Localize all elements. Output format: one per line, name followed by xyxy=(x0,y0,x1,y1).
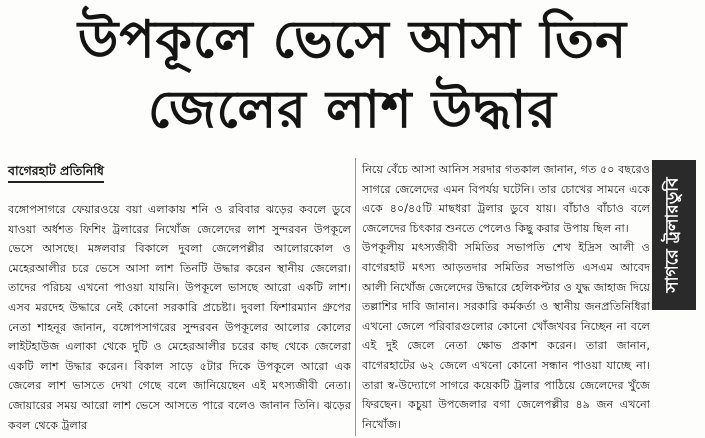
right-column-paragraph-2: উপকূলীয় মৎস্যজীবী সমিতির সভাপতি শেখ ইদ্রিস আলী ও বাগেরহাট মৎস্য আড়তদার সমিতির সভাপতি এসএম আবেদ আলী নিখোঁজ জেলেদের উদ্ধারে হেলিকপ্টার ও যুদ্ধ জাহাজ দিয়ে তল্লাশির দাবি জানান। সরকারি কর্মকর্তা ও স্থানীয় জনপ্রতিনিধিরা এখনো জেলে পরিবারগুলোর কোনো খোঁজখবর নিচ্ছেন না বলে এই দুই জেলে নেতা ক্ষোভ প্রকাশ করেন। তারা জানান, বাগেরহাটের ৬২ জেলে এখনো কোনো সন্ধান পাওয়া যাচ্ছে না। তারা স্ব-উদ্যোগে সাগরে কয়েকটি ট্রলার পাঠিয়ে জেলেদের খুঁজে ফিরছেন। কচুয়া উপজেলার বগা জেলেপল্লীর ৪৯ জন এখনো নিখোঁজ। xyxy=(362,241,650,431)
article-left-column xyxy=(8,200,351,436)
article-right-column xyxy=(362,160,650,436)
headline-line-2: জেলের লাশ উদ্ধার xyxy=(148,80,557,140)
side-tag-text: সাগরে ট্রলারডুবি xyxy=(663,177,684,293)
right-column-paragraph-1: নিয়ে বেঁচে আসা আনিস সরদার গতকাল জানান, গত ৫০ বছরেও সাগরে জেলেদের এমন বিপর্যয় ঘটেনি। তার চোখের সামনে একে একে ৪০/৪৫টি মাছধরা ট্রলার ডুবে যায়। বাঁচাও বাঁচাও বলে জেলেদের চিৎকার শুনতে পেলেও কিছু করার উপায় ছিল না। xyxy=(362,163,650,235)
headline-line-1: উপকূলে ভেসে আসা তিন xyxy=(77,10,628,70)
byline: বাগেরহাট প্রতিনিধি xyxy=(8,162,104,183)
side-tag-label xyxy=(652,160,696,310)
column-divider xyxy=(355,158,356,436)
left-column-text: বঙ্গোপসাগরে ফেয়ারওয়ে বয়া এলাকায় শনি ও রবিবার ঝড়ের কবলে ডুবে যাওয়া অর্ধশত ফিশিং ট্রলারের নিখোঁজ জেলেদের লাশ সুন্দরবন উপকূলে ভেসে আসছে। মঙ্গলবার বিকালে দুবলা জেলেপল্লীর আলোরকোল ও মেহেরআলীর চরে ভেসে আসা লাশ তিনটি উদ্ধার করেন স্থানীয় জেলেরা। তাদের পরিচয় এখনো পাওয়া যায়নি। উপকূলে ভাসছে আরো একটি লাশ। এসব মরদেহ উদ্ধারে নেই কোনো সরকারি প্রচেষ্টা। দুবলা ফিশারম্যান গ্রুপের নেতা শাহনূর জানান, বঙ্গোপসাগরের সুন্দরবন উপকূলের আলোর কোলের লাইটহাউজ এলাকা থেকে দুটি ও মেহেরআলীর চরের কাছ থেকে জেলেরা একটি লাশ উদ্ধার করেন। বিকাল সাড়ে ৫টার দিকে উপকূলে আরো এক জেলের লাশ ভাসতে দেখা গেছে বলে জানিয়েছেন এই মৎস্যজীবী নেতা। জোয়ারের সময় আরো লাশ ভেসে আসতে পারে বলেও জানান তিনি। ঝড়ের কবল থেকে ট্রলার xyxy=(8,203,351,432)
